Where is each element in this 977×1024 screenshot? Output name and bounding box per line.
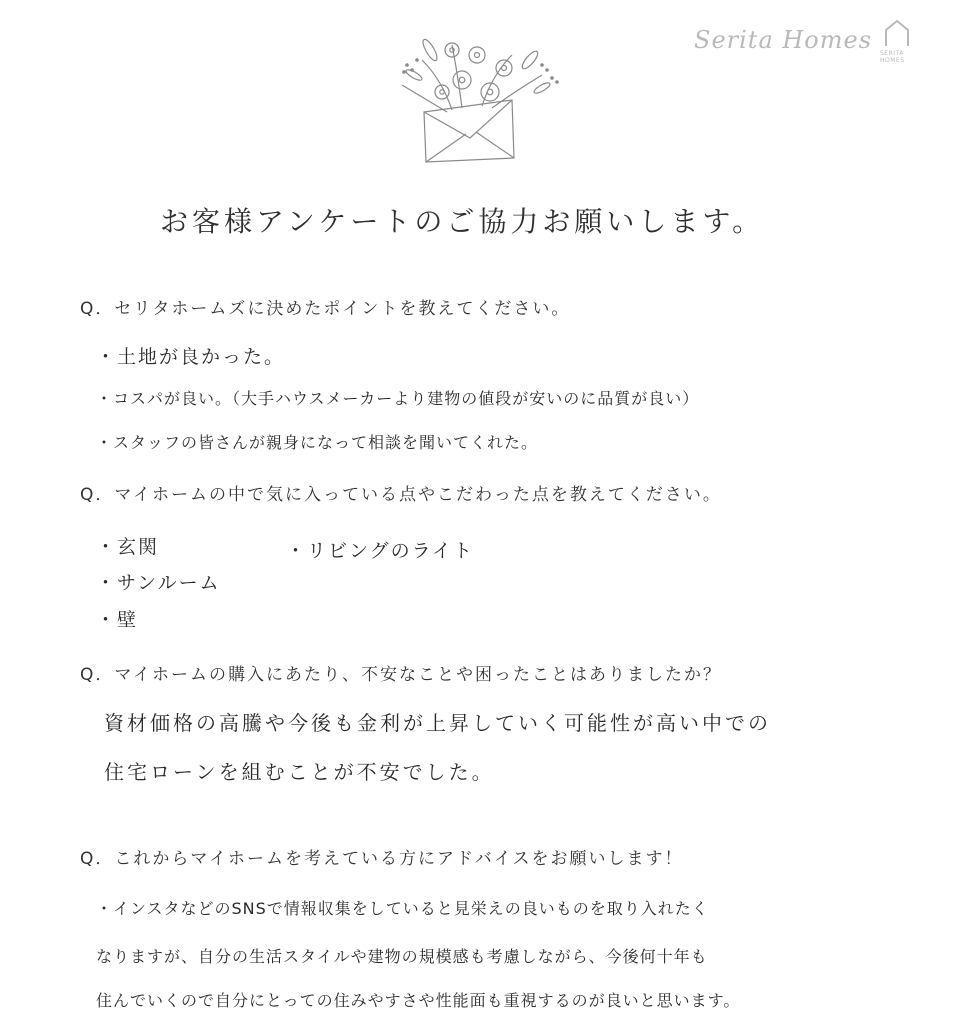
house-icon: [882, 18, 912, 48]
flower-envelope-illustration: [392, 30, 572, 170]
q3-answer-2: 住宅ローンを組むことが不安でした。: [104, 760, 495, 784]
q1-answer-2: ・コスパが良い。（大手ハウスメーカーより建物の値段が安いのに品質が良い）: [96, 389, 700, 408]
q2-answer-2: ・リビングのライト: [286, 540, 475, 562]
q2-answer-3: ・サンルーム: [96, 572, 221, 594]
question-2: Q．マイホームの中で気に入っている点やこだわった点を教えてください。: [80, 485, 722, 505]
q4-answer-2: なりますが、自分の生活スタイルや建物の規模感も考慮しながら、今後何十年も: [96, 947, 708, 966]
q2-answer-1: ・玄関: [96, 536, 160, 558]
q1-answer-3: ・スタッフの皆さんが親身になって相談を聞いてくれた。: [96, 433, 539, 452]
logo-subtext: SERITA HOMES: [880, 50, 905, 64]
logo-text: Serita Homes: [694, 26, 873, 54]
q2-answer-4: ・壁: [96, 609, 139, 631]
q3-answer-1: 資材価格の高騰や今後も金利が上昇していく可能性が高い中での: [104, 711, 771, 735]
question-4: Q．これからマイホームを考えている方にアドバイスをお願いします！: [80, 849, 684, 869]
question-1: Q．セリタホームズに決めたポイントを教えてください。: [80, 299, 571, 319]
brand-logo: [694, 18, 924, 64]
page-title: お客様アンケートのご協力お願いします。: [160, 205, 765, 238]
q4-answer-3: 住んでいくので自分にとっての住みやすさや性能面も重視するのが良いと思います。: [96, 991, 741, 1010]
q1-answer-1: ・土地が良かった。: [96, 346, 286, 368]
question-3: Q．マイホームの購入にあたり、不安なことや困ったことはありましたか？: [80, 665, 723, 685]
q4-answer-1: ・インスタなどのSNSで情報収集をしていると見栄えの良いものを取り入れたく: [96, 899, 709, 918]
